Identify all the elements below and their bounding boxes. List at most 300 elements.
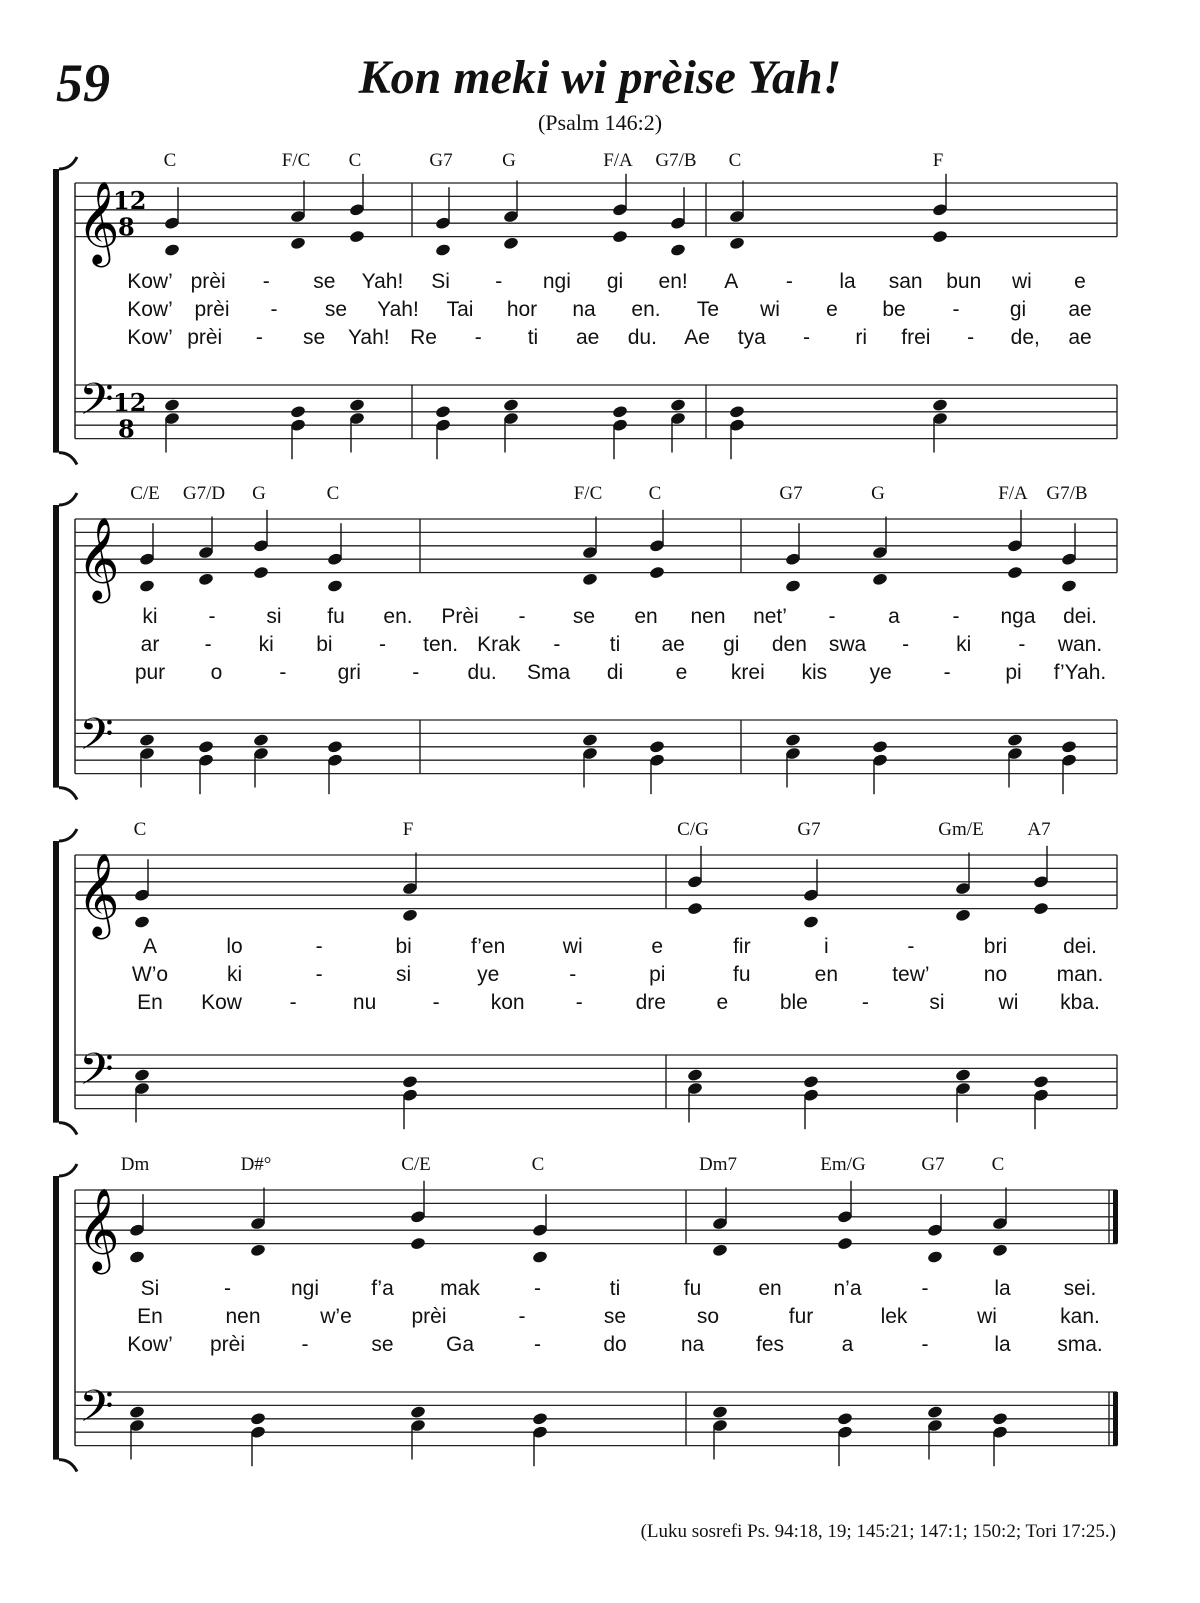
bass-notehead — [872, 740, 889, 754]
treble-notehead — [1007, 566, 1024, 580]
lyric-syllable: wi — [562, 935, 583, 958]
lyric-syllable: be — [882, 298, 906, 321]
lyric-syllable: A — [142, 935, 158, 958]
bass-notehead — [582, 733, 599, 747]
lyric-syllable: ae — [575, 326, 600, 349]
chord-symbol: C — [163, 150, 177, 171]
scripture-reference: (Psalm 146:2) — [537, 110, 663, 135]
lyric-syllable: la — [994, 1277, 1011, 1300]
chord-symbol: F/A — [998, 483, 1028, 504]
lyric-syllable: wi — [998, 991, 1019, 1014]
bass-clef: 𝄢 — [79, 1043, 114, 1107]
lyric-syllable: sma. — [1057, 1333, 1103, 1356]
treble-clef: 𝄞 — [77, 851, 120, 936]
lyric-syllable: En — [137, 1305, 163, 1328]
lyric-syllable: lek — [880, 1305, 908, 1328]
lyric-syllable: ye — [477, 963, 500, 986]
lyric-syllable: la — [839, 270, 856, 293]
lyric-syllable: Te — [696, 298, 720, 321]
chord-symbol: D#° — [240, 1154, 272, 1175]
lyric-syllable: - — [534, 1333, 541, 1356]
lyric-syllable: Sma — [526, 661, 571, 684]
lyric-syllable: Ae — [684, 326, 710, 349]
bass-notehead — [164, 398, 181, 412]
lyric-syllable: - — [379, 633, 386, 656]
lyric-syllable: la — [994, 1333, 1011, 1356]
chord-symbol: G — [871, 483, 885, 504]
lyric-syllable: ti — [609, 633, 621, 656]
lyric-syllable: Kow’ — [127, 326, 173, 349]
lyric-syllable: net’ — [753, 605, 787, 628]
lyric-syllable: se — [371, 1333, 394, 1356]
time-signature-top: 12 — [113, 185, 147, 215]
treble-notehead — [290, 236, 307, 250]
chord-symbol: G7/D — [182, 483, 226, 504]
lyric-syllable: - — [902, 633, 910, 656]
lyric-syllable: - — [495, 270, 503, 293]
lyric-syllable: Yah! — [361, 270, 404, 293]
lyric-syllable: W’o — [131, 963, 169, 986]
lyric-syllable: san — [888, 270, 923, 293]
treble-notehead — [649, 566, 666, 580]
chord-symbol: C — [728, 150, 742, 171]
lyric-syllable: nu — [352, 991, 377, 1014]
treble-notehead — [402, 908, 419, 922]
chord-symbol: F/C — [281, 150, 311, 171]
lyric-syllable: i — [824, 935, 829, 958]
lyric-syllable: - — [315, 935, 323, 958]
lyric-syllable: hor — [506, 298, 538, 321]
lyric-syllable: ar — [140, 633, 160, 656]
chord-symbol: G7 — [779, 483, 803, 504]
treble-notehead — [785, 579, 802, 593]
bass-notehead — [932, 398, 949, 412]
lyric-syllable: - — [315, 963, 323, 986]
chord-symbol: Em/G — [820, 1154, 866, 1175]
lyric-syllable: - — [921, 1333, 929, 1356]
lyric-syllable: - — [553, 633, 561, 656]
treble-notehead — [670, 243, 687, 257]
lyric-syllable: Ga — [445, 1333, 475, 1356]
lyric-syllable: dei. — [1063, 935, 1097, 958]
chord-symbol: G7 — [797, 819, 821, 840]
bass-notehead — [837, 1412, 854, 1426]
lyric-syllable: Kow’ — [127, 298, 173, 321]
lyric-syllable: n’a — [833, 1277, 862, 1300]
lyric-syllable: dei. — [1063, 605, 1097, 628]
lyric-syllable: se — [603, 1305, 627, 1328]
lyric-syllable: ngi — [290, 1277, 320, 1300]
bass-notehead — [955, 1068, 972, 1082]
lyric-syllable: - — [943, 661, 951, 684]
lyric-syllable: ki — [258, 633, 274, 656]
lyric-syllable: si — [929, 991, 945, 1014]
lyric-syllable: en. — [383, 605, 413, 628]
bass-notehead — [729, 405, 746, 419]
lyric-syllable: ae — [1068, 298, 1092, 321]
lyric-syllable: ten. — [423, 633, 459, 656]
chord-symbol: C/G — [677, 819, 709, 840]
lyric-syllable: - — [224, 1277, 231, 1300]
lyric-syllable: - — [474, 326, 482, 349]
time-signature-bottom: 8 — [118, 414, 135, 444]
bass-notehead — [1061, 740, 1078, 754]
treble-notehead — [729, 236, 746, 250]
lyric-syllable: e — [651, 935, 664, 958]
lyric-syllable: f’en — [471, 935, 506, 958]
lyric-syllable: f’Yah. — [1053, 661, 1107, 684]
chord-symbol: F — [932, 150, 944, 171]
lyric-syllable: wi — [1011, 270, 1032, 293]
lyric-syllable: prèi — [209, 1333, 246, 1356]
lyric-syllable: kis — [801, 661, 828, 684]
treble-notehead — [582, 572, 599, 586]
treble-notehead — [503, 236, 520, 250]
bass-notehead — [927, 1405, 944, 1419]
treble-notehead — [139, 579, 156, 593]
lyric-syllable: - — [802, 326, 810, 349]
treble-notehead — [250, 1243, 267, 1257]
footnote-references: (Luku sosrefi Ps. 94:18, 19; 145:21; 147:1; 150:2; Tori 17:25.) — [640, 1521, 1116, 1542]
lyric-syllable: lo — [226, 935, 243, 958]
bass-notehead — [410, 1405, 427, 1419]
lyric-syllable: en — [758, 1277, 782, 1300]
bracket-hook — [59, 1123, 77, 1135]
lyric-syllable: e — [675, 661, 688, 684]
treble-notehead — [927, 1250, 944, 1264]
lyric-syllable: - — [279, 661, 287, 684]
bass-clef: 𝄢 — [79, 1380, 114, 1444]
lyric-syllable: Tai — [446, 298, 474, 321]
lyric-syllable: se — [303, 326, 326, 349]
lyric-syllable: en — [634, 605, 658, 628]
lyric-syllable: - — [952, 605, 960, 628]
lyric-syllable: kba. — [1060, 991, 1100, 1014]
bracket-hook — [59, 453, 77, 465]
lyric-syllable: no — [983, 963, 1008, 986]
lyric-syllable: - — [967, 326, 975, 349]
treble-notehead — [164, 243, 181, 257]
lyric-syllable: e — [716, 991, 729, 1014]
bass-notehead — [349, 398, 366, 412]
lyric-syllable: en! — [658, 270, 688, 293]
lyric-syllable: Si — [431, 270, 450, 293]
system-bracket — [53, 841, 59, 1123]
lyric-syllable: - — [262, 270, 270, 293]
lyric-syllable: se — [572, 605, 596, 628]
lyric-syllable: - — [1018, 633, 1026, 656]
lyric-syllable: do — [603, 1333, 627, 1356]
lyric-syllable: so — [696, 1305, 720, 1328]
lyric-syllable: - — [785, 270, 793, 293]
lyric-syllable: fur — [788, 1305, 814, 1328]
bass-notehead — [198, 740, 215, 754]
lyric-syllable: kon — [490, 991, 525, 1014]
chord-symbol: G — [252, 483, 266, 504]
lyric-syllable: Kow’ — [127, 1333, 173, 1356]
time-signature-bottom: 8 — [118, 212, 135, 242]
bass-notehead — [670, 398, 687, 412]
lyric-syllable: Kow — [201, 991, 242, 1014]
bass-notehead — [612, 405, 629, 419]
treble-clef: 𝄞 — [77, 179, 120, 264]
lyric-syllable: - — [518, 1305, 526, 1328]
lyric-syllable: A — [724, 270, 739, 293]
bass-notehead — [1007, 733, 1024, 747]
lyric-syllable: - — [907, 935, 915, 958]
bass-notehead — [803, 1075, 820, 1089]
lyric-syllable: - — [861, 991, 869, 1014]
bass-notehead — [250, 1412, 267, 1426]
lyric-syllable: bi — [395, 935, 412, 958]
lyric-syllable: wan. — [1057, 633, 1103, 656]
lyric-syllable: ngi — [542, 270, 571, 293]
lyric-syllable: si — [266, 605, 282, 628]
lyric-syllable: - — [575, 991, 583, 1014]
lyric-syllable: w’e — [320, 1305, 352, 1328]
lyric-syllable: du. — [627, 326, 657, 349]
lyric-syllable: gi — [606, 270, 624, 293]
chord-symbol: C/E — [401, 1154, 431, 1175]
chord-symbol: Dm — [120, 1154, 150, 1175]
lyric-syllable: ble — [779, 991, 808, 1014]
lyric-syllable: prèi — [411, 1305, 447, 1328]
lyric-syllable: Re — [410, 326, 437, 349]
lyric-syllable: si — [396, 963, 412, 986]
treble-notehead — [932, 230, 949, 244]
lyric-syllable: pi — [1005, 661, 1022, 684]
lyric-syllable: nen — [225, 1305, 261, 1328]
lyric-syllable: En — [137, 991, 163, 1014]
bass-notehead — [649, 740, 666, 754]
lyric-syllable: en — [814, 963, 839, 986]
bass-notehead — [129, 1405, 146, 1419]
hymn-title: Kon meki wi prèise Yah! — [358, 51, 842, 104]
lyric-syllable: ti — [609, 1277, 621, 1300]
chord-symbol: F/C — [573, 483, 603, 504]
chord-symbol: C — [648, 483, 662, 504]
treble-notehead — [1033, 902, 1050, 916]
lyric-syllable: bri — [983, 935, 1008, 958]
bass-notehead — [253, 733, 270, 747]
bracket-hook — [59, 1460, 77, 1472]
lyric-syllable: nga — [1000, 605, 1036, 628]
lyric-syllable: Prèi — [441, 605, 479, 628]
lyric-syllable: - — [569, 963, 577, 986]
bass-notehead — [402, 1075, 419, 1089]
chord-symbol: C/E — [130, 483, 160, 504]
chord-symbol: C — [991, 1154, 1005, 1175]
lyric-syllable: - — [534, 1277, 541, 1300]
lyric-syllable: wi — [977, 1305, 997, 1328]
bass-notehead — [435, 405, 452, 419]
treble-notehead — [612, 230, 629, 244]
lyric-syllable: de, — [1010, 326, 1040, 349]
chord-symbol: F — [402, 819, 414, 840]
lyric-syllable: Yah! — [377, 298, 419, 321]
lyric-syllable: - — [204, 633, 212, 656]
lyric-syllable: ri — [855, 326, 868, 349]
lyric-syllable: ae — [1068, 326, 1092, 349]
lyric-syllable: se — [324, 298, 348, 321]
chord-symbol: C — [133, 819, 147, 840]
bracket-hook — [59, 1164, 77, 1176]
chord-symbol: Gm/E — [938, 819, 984, 840]
lyric-syllable: - — [432, 991, 440, 1014]
bass-notehead — [290, 405, 307, 419]
chord-symbol: G7 — [429, 150, 453, 171]
lyric-syllable: ki — [226, 963, 243, 986]
lyric-syllable: frei — [901, 326, 931, 349]
lyric-syllable: - — [952, 298, 960, 321]
lyric-syllable: prèi — [194, 298, 230, 321]
lyric-syllable: pi — [649, 963, 666, 986]
lyric-syllable: f’a — [371, 1277, 394, 1300]
bass-notehead — [327, 740, 344, 754]
lyric-syllable: gi — [723, 633, 740, 656]
treble-notehead — [837, 1237, 854, 1251]
lyric-syllable: fu — [683, 1277, 702, 1300]
lyric-syllable: kan. — [1060, 1305, 1100, 1328]
lyric-syllable: a — [841, 1333, 854, 1356]
lyric-syllable: - — [412, 661, 420, 684]
hymn-number: 59 — [56, 53, 110, 113]
bass-notehead — [1033, 1075, 1050, 1089]
lyric-syllable: fu — [327, 605, 345, 628]
bracket-hook — [59, 157, 77, 169]
lyric-syllable: ti — [527, 326, 539, 349]
lyric-syllable: wi — [760, 298, 780, 321]
lyric-syllable: gi — [1009, 298, 1027, 321]
lyric-syllable: prèi — [190, 270, 226, 293]
treble-notehead — [327, 579, 344, 593]
lyric-syllable: e — [1074, 270, 1086, 293]
chord-symbol: G7 — [921, 1154, 945, 1175]
lyric-syllable: du. — [467, 661, 497, 684]
bass-notehead — [687, 1068, 704, 1082]
lyric-syllable: - — [289, 991, 297, 1014]
lyric-syllable: o — [210, 661, 223, 684]
treble-notehead — [532, 1250, 549, 1264]
lyric-syllable: e — [826, 298, 838, 321]
lyric-syllable: bun — [946, 270, 982, 293]
bass-clef: 𝄢 — [79, 373, 114, 437]
treble-notehead — [253, 566, 270, 580]
lyric-syllable: dre — [635, 991, 666, 1014]
lyric-syllable: tya — [737, 326, 766, 349]
chord-symbol: G — [502, 150, 516, 171]
lyric-syllable: fir — [733, 935, 751, 958]
treble-clef: 𝄞 — [77, 515, 120, 600]
lyric-syllable: gri — [337, 661, 361, 684]
treble-notehead — [129, 1250, 146, 1264]
final-barline-thick — [1113, 1392, 1118, 1446]
treble-notehead — [872, 572, 889, 586]
lyric-syllable: se — [313, 270, 336, 293]
lyric-syllable: na — [680, 1333, 705, 1356]
lyric-syllable: ae — [661, 633, 685, 656]
lyric-syllable: - — [921, 1277, 929, 1300]
lyric-syllable: na — [572, 298, 596, 321]
lyric-syllable: ye — [869, 661, 892, 684]
bass-notehead — [992, 1412, 1009, 1426]
lyric-syllable: man. — [1056, 963, 1104, 986]
lyric-syllable: - — [208, 605, 216, 628]
lyric-syllable: - — [301, 1333, 309, 1356]
bass-notehead — [532, 1412, 549, 1426]
chord-symbol: A7 — [1027, 819, 1051, 840]
lyric-syllable: - — [255, 326, 263, 349]
lyric-syllable: sei. — [1063, 1277, 1097, 1300]
treble-notehead — [955, 908, 972, 922]
lyric-syllable: bi — [316, 633, 333, 656]
lyric-syllable: a — [888, 605, 900, 628]
treble-notehead — [435, 243, 452, 257]
lyric-syllable: pur — [134, 661, 166, 684]
treble-notehead — [803, 915, 820, 929]
chord-symbol: C — [531, 1154, 545, 1175]
bass-notehead — [503, 398, 520, 412]
chord-symbol: C — [348, 150, 362, 171]
lyric-syllable: ki — [956, 633, 972, 656]
chord-symbol: G7/B — [1046, 483, 1088, 504]
lyric-syllable: prèi — [187, 326, 223, 349]
lyric-syllable: - — [828, 605, 836, 628]
system-bracket — [53, 1176, 59, 1460]
lyric-syllable: - — [270, 298, 278, 321]
treble-notehead — [992, 1243, 1009, 1257]
bracket-hook — [59, 788, 77, 800]
bass-notehead — [712, 1405, 729, 1419]
lyric-syllable: nen — [690, 605, 726, 628]
treble-notehead — [134, 915, 151, 929]
chord-symbol: F/A — [603, 150, 633, 171]
lyric-syllable: Yah! — [347, 326, 390, 349]
lyric-syllable: Krak — [477, 633, 521, 656]
chord-symbol: C — [326, 483, 340, 504]
treble-notehead — [349, 230, 366, 244]
final-barline-thick — [1113, 1190, 1118, 1244]
bass-notehead — [139, 733, 156, 747]
chord-symbol: G7/B — [655, 150, 697, 171]
treble-notehead — [687, 902, 704, 916]
bass-notehead — [785, 733, 802, 747]
lyric-syllable: en. — [631, 298, 661, 321]
lyric-syllable: Si — [140, 1277, 160, 1300]
bracket-hook — [59, 829, 77, 841]
lyric-syllable: Kow’ — [127, 270, 173, 293]
treble-notehead — [1061, 579, 1078, 593]
bracket-hook — [59, 493, 77, 505]
lyric-syllable: fes — [755, 1333, 785, 1356]
chord-symbol: Dm7 — [699, 1154, 737, 1175]
lyric-syllable: mak — [440, 1277, 480, 1300]
lyric-syllable: di — [606, 661, 624, 684]
system-bracket — [53, 169, 59, 453]
lyric-syllable: ki — [142, 605, 158, 628]
treble-notehead — [410, 1237, 427, 1251]
treble-notehead — [198, 572, 215, 586]
treble-clef: 𝄞 — [77, 1186, 120, 1271]
lyric-syllable: swa — [828, 633, 867, 656]
lyric-syllable: den — [771, 633, 807, 656]
treble-notehead — [712, 1243, 729, 1257]
lyric-syllable: - — [518, 605, 526, 628]
lyric-syllable: krei — [730, 661, 765, 684]
time-signature-top: 12 — [113, 387, 147, 417]
bass-clef: 𝄢 — [79, 708, 114, 772]
system-bracket — [53, 505, 59, 788]
